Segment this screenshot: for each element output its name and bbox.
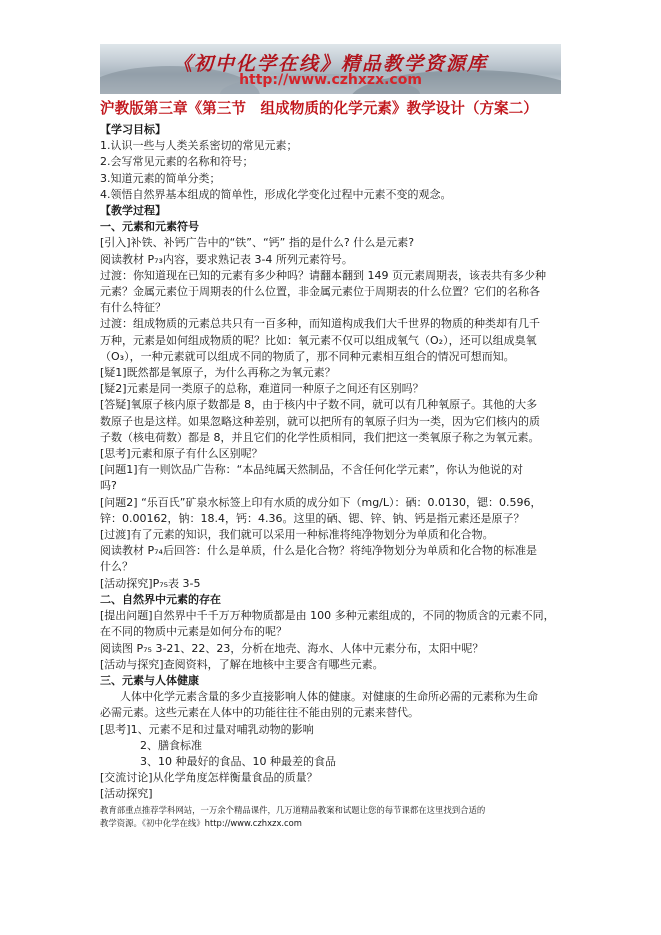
- footer-note: 教学资源。《初中化学在线》http://www.czhxzx.com: [100, 817, 302, 828]
- body-line: [过渡]有了元素的知识，我们就可以采用一种标准将纯净物划分为单质和化合物。: [100, 528, 494, 542]
- body-line: [交流讨论]从化学角度怎样衡量食品的质量？: [100, 771, 318, 785]
- document-body: [100, 122, 565, 829]
- section-heading: 三、元素与人体健康: [100, 673, 199, 687]
- body-line: 吗?: [100, 479, 117, 493]
- body-line: 在不同的物质中元素是如何分布的呢？: [100, 625, 287, 639]
- body-line: 万种，元素是如何组成物质的呢？比如：氧元素不仅可以组成氧气（O₂），还可以组成臭氧: [100, 333, 537, 347]
- body-line: [引入]补铁、补钙广告中的“铁”、“钙” 指的是什么? 什么是元素?: [100, 236, 415, 250]
- body-line: [活动探究]P₇₅表 3-5: [100, 576, 201, 590]
- body-line: [思考]元素和原子有什么区别呢？: [100, 447, 263, 461]
- body-line: 锌：0.00162，钠：18.4，钙：4.36。这里的硒、锶、锌、钠、钙是指元素还是原子？: [100, 511, 525, 525]
- body-line: 过渡：你知道现在已知的元素有多少种吗？请翻本翻到 149 页元素周期表，该表共有多少种: [100, 268, 546, 282]
- body-line: 必需元素。这些元素在人体中的功能往往不能由别的元素来替代。: [100, 706, 419, 720]
- body-line: 2、膳食标准: [140, 738, 202, 752]
- body-line: [思考]1、元素不足和过量对哺乳动物的影响: [100, 722, 314, 736]
- header-banner: [100, 44, 561, 94]
- document-title: 沪教版第三章《第三节 组成物质的化学元素》教学设计（方案二）: [100, 100, 538, 117]
- banner-title: 《初中化学在线》精品教学资源库: [172, 53, 488, 75]
- body-line: 有什么特征？: [100, 301, 166, 315]
- body-line: 过渡：组成物质的元素总共只有一百多种，而知道构成我们大千世界的物质的种类却有几千: [100, 317, 540, 331]
- body-line: 阅读图 P₇₅ 3-21、22、23，分析在地壳、海水、人体中元素分布，太阳中呢？: [100, 641, 484, 655]
- body-line: 3、10 种最好的食品、10 种最差的食品: [140, 754, 336, 768]
- body-line: 2.会写常见元素的名称和符号；: [100, 155, 254, 169]
- body-line: [提出问题]自然界中千千万万种物质都是由 100 多种元素组成的，不同的物质含的元素不同，: [100, 609, 555, 623]
- section-heading: 【教学过程】: [100, 204, 166, 218]
- section-heading: 【学习目标】: [100, 123, 166, 136]
- body-line: 人体中化学元素含量的多少直接影响人体的健康。对健康的生命所必需的元素称为生命: [120, 690, 538, 704]
- body-line: 子数（核电荷数）都是 8，并且它们的化学性质相同，我们把这一类氧原子称之为氧元素。: [100, 430, 540, 444]
- body-line: [疑1]既然都是氧原子，为什么再称之为氧元素？: [100, 366, 336, 380]
- section-heading: 二、自然界中元素的存在: [100, 592, 221, 606]
- body-line: 阅读教材 P₇₃内容，要求熟记表 3-4 所列元素符号。: [100, 252, 353, 266]
- body-line: [问题1]有一则饮品广告称：“本品纯属天然制品，不含任何化学元素”，你认为他说的对: [100, 463, 523, 477]
- body-line: [问题2] “乐百氏”矿泉水标签上印有水质的成分如下（mg/L）：硒：0.0130，锶：0.596，: [100, 495, 542, 509]
- body-line: 元素？金属元素位于周期表的什么位置，非金属元素位于周期表的什么位置？它们的名称各: [100, 285, 540, 299]
- body-line: 3.知道元素的简单分类；: [100, 171, 221, 185]
- body-line: （O₃），一种元素就可以组成不同的物质了，那不同种元素相互组合的情况可想而知。: [100, 349, 515, 363]
- body-line: [疑2]元素是同一类原子的总称，难道同一种原子之间还有区别吗？: [100, 382, 424, 396]
- body-line: 数原子也是这样。如果忽略这种差别，就可以把所有的氧原子归为一类，因为它们核内的质: [100, 414, 540, 428]
- section-heading: 一、元素和元素符号: [100, 220, 199, 234]
- footer-note: 教育部重点推荐学科网站，一万余个精品课件，几万道精品教案和试题让您的每节课都在这里找到合适的: [100, 804, 486, 815]
- body-line: [活动与探究]查阅资料，了解在地核中主要含有哪些元素。: [100, 657, 384, 671]
- body-line: 4.领悟自然界基本组成的简单性，形成化学变化过程中元素不变的观念。: [100, 187, 452, 201]
- body-line: 阅读教材 P₇₄后回答：什么是单质，什么是化合物？将纯净物划分为单质和化合物的标准是: [100, 544, 537, 558]
- body-line: [活动探究]: [100, 787, 153, 801]
- body-line: [答疑]氧原子核内原子数都是 8，由于核内中子数不同，就可以有几种氧原子。其他的大多: [100, 398, 538, 412]
- banner-url[interactable]: http://www.czhxzx.com: [239, 72, 422, 88]
- body-line: 什么？: [100, 560, 133, 574]
- body-line: 1.认识一些与人类关系密切的常见元素；: [100, 139, 298, 153]
